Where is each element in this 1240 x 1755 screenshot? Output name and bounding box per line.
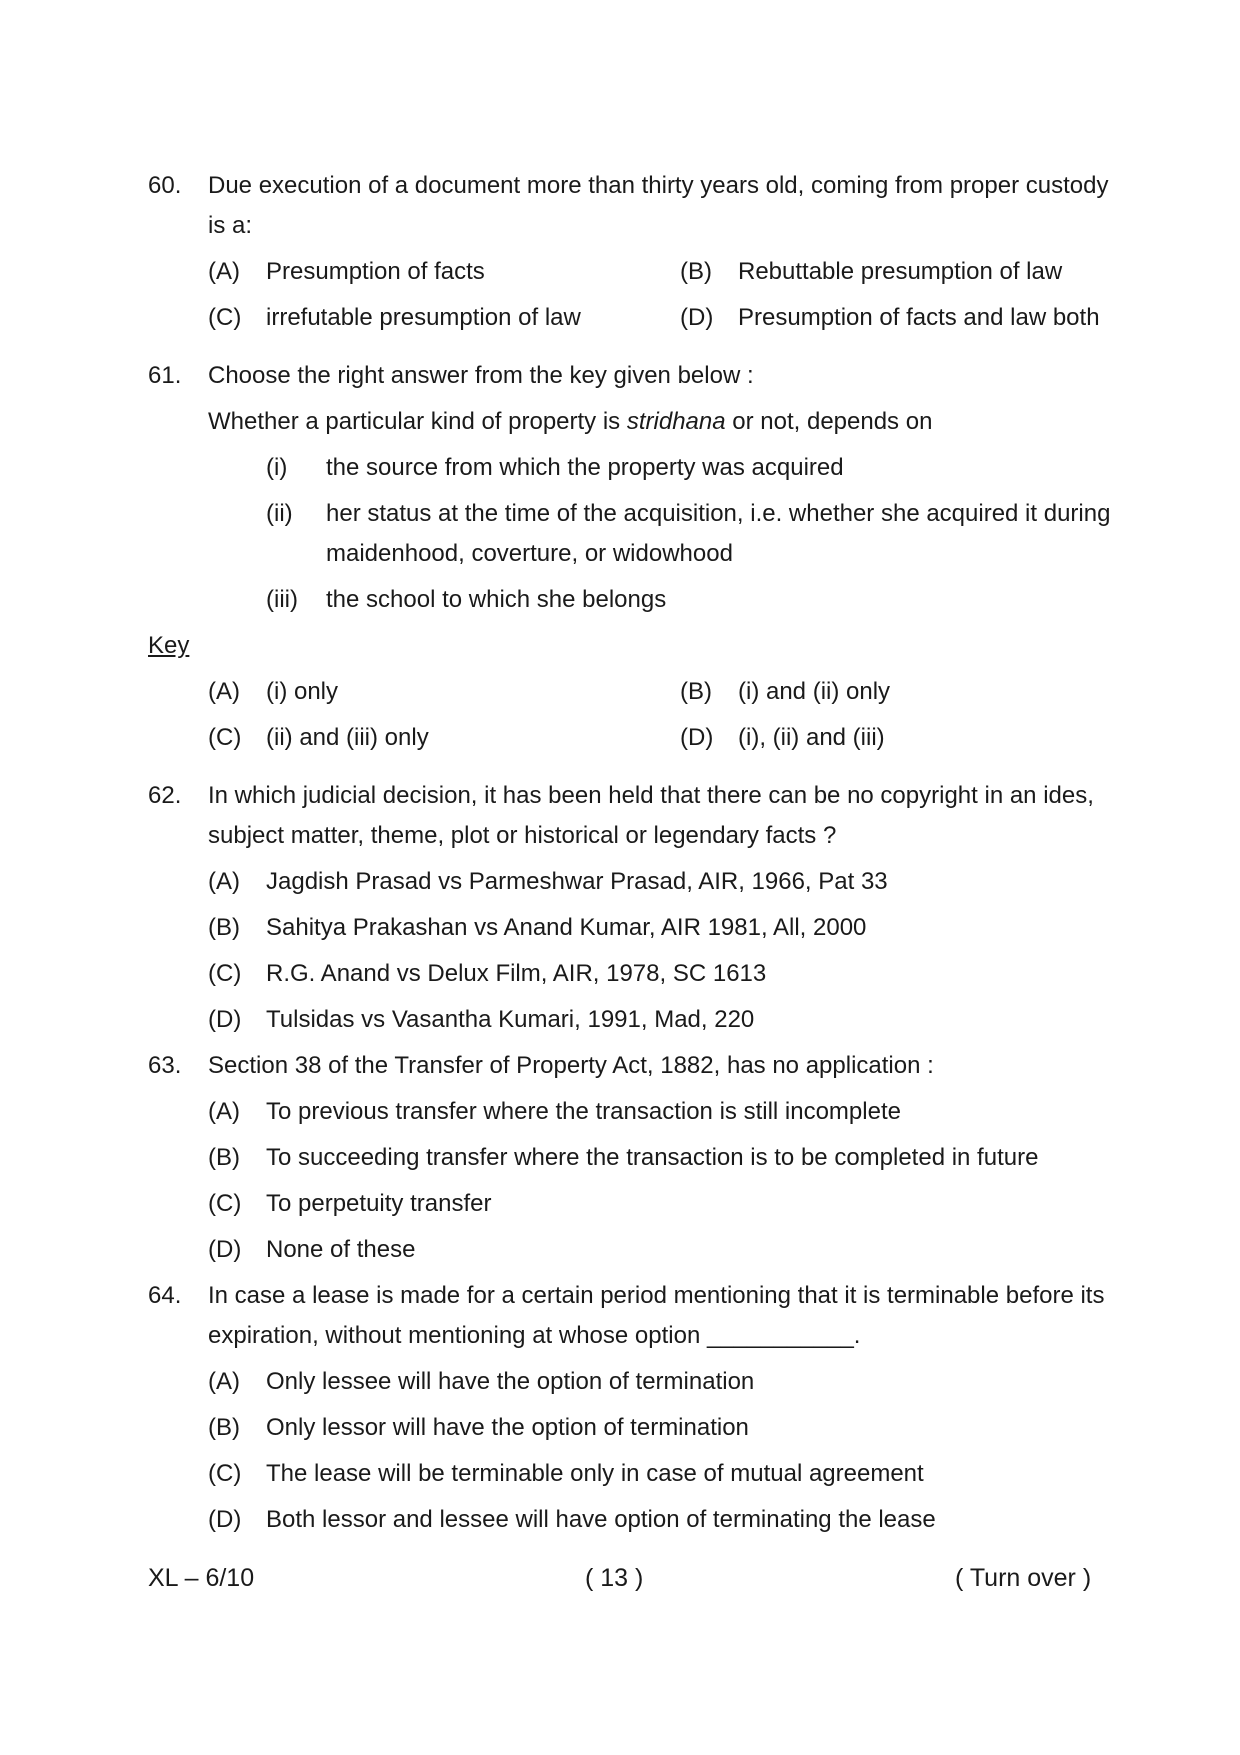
option-label: (B)	[208, 1414, 240, 1441]
option-label: (D)	[208, 1506, 242, 1533]
option-text: The lease will be terminable only in case of mutual agreement	[266, 1460, 924, 1487]
option-label: (B)	[680, 678, 712, 705]
option-text: None of these	[266, 1236, 416, 1263]
question-number: 64.	[148, 1282, 182, 1309]
option-label: (D)	[208, 1006, 242, 1033]
text-segment: or not, depends on	[725, 408, 933, 435]
question-number: 61.	[148, 362, 182, 389]
item-text: maidenhood, coverture, or widowhood	[326, 540, 733, 567]
option-text: Both lessor and lessee will have option of terminating the lease	[266, 1506, 936, 1533]
item-label: (ii)	[266, 500, 293, 527]
option-text: Presumption of facts and law both	[738, 304, 1100, 331]
option-text: R.G. Anand vs Delux Film, AIR, 1978, SC 1613	[266, 960, 767, 987]
option-label: (B)	[208, 914, 240, 941]
question-text: subject matter, theme, plot or historical or legendary facts ?	[208, 822, 837, 849]
option-text: (i), (ii) and (iii)	[738, 724, 885, 751]
option-label: (A)	[208, 678, 240, 705]
turn-over-note: ( Turn over )	[955, 1564, 1092, 1592]
option-label: (B)	[680, 258, 712, 285]
option-text: (i) and (ii) only	[738, 678, 891, 705]
item-text: her status at the time of the acquisition, i.e. whether she acquired it during	[326, 500, 1111, 527]
question-number: 60.	[148, 172, 182, 199]
option-text: Rebuttable presumption of law	[738, 258, 1063, 285]
option-label: (D)	[680, 304, 714, 331]
question-text: is a:	[208, 212, 253, 239]
key-heading: Key	[148, 632, 190, 659]
option-label: (D)	[680, 724, 714, 751]
option-text: (i) only	[266, 678, 339, 705]
option-text: Sahitya Prakashan vs Anand Kumar, AIR 1981, All, 2000	[266, 914, 867, 941]
question-number: 63.	[148, 1052, 182, 1079]
option-text: (ii) and (iii) only	[266, 724, 429, 751]
option-label: (C)	[208, 724, 242, 751]
option-label: (C)	[208, 1190, 242, 1217]
option-text: Only lessee will have the option of termination	[266, 1368, 755, 1395]
option-label: (A)	[208, 1098, 240, 1125]
item-text: the school to which she belongs	[326, 586, 667, 613]
paper-code: XL – 6/10	[148, 1564, 255, 1592]
question-text: expiration, without mentioning at whose option ___________.	[208, 1322, 861, 1349]
option-label: (B)	[208, 1144, 240, 1171]
question-text: Choose the right answer from the key given below :	[208, 362, 754, 389]
option-label: (D)	[208, 1236, 242, 1263]
option-label: (C)	[208, 960, 242, 987]
page-number: ( 13 )	[585, 1564, 644, 1592]
question-text: In case a lease is made for a certain period mentioning that it is terminable before its	[208, 1282, 1105, 1309]
option-text: Tulsidas vs Vasantha Kumari, 1991, Mad, 220	[266, 1006, 755, 1033]
option-text: To succeeding transfer where the transaction is to be completed in future	[266, 1144, 1039, 1171]
option-label: (C)	[208, 304, 242, 331]
option-label: (C)	[208, 1460, 242, 1487]
question-number: 62.	[148, 782, 182, 809]
option-text: Jagdish Prasad vs Parmeshwar Prasad, AIR, 1966, Pat 33	[266, 868, 888, 895]
question-text	[208, 406, 932, 438]
emphasis-term: stridhana	[626, 408, 726, 435]
option-label: (A)	[208, 1368, 240, 1395]
option-text: Only lessor will have the option of termination	[266, 1414, 749, 1441]
option-text: To perpetuity transfer	[266, 1190, 492, 1217]
item-label: (iii)	[266, 586, 298, 613]
option-text: irrefutable presumption of law	[266, 304, 581, 331]
item-label: (i)	[266, 454, 288, 481]
option-text: Presumption of facts	[266, 258, 485, 285]
option-label: (A)	[208, 868, 240, 895]
option-label: (A)	[208, 258, 240, 285]
text-segment: Whether a particular kind of property is	[208, 408, 627, 435]
question-text: Due execution of a document more than thirty years old, coming from proper custody	[208, 172, 1109, 199]
question-text: Section 38 of the Transfer of Property Act, 1882, has no application :	[208, 1052, 934, 1079]
item-text: the source from which the property was acquired	[326, 454, 844, 481]
question-text: In which judicial decision, it has been held that there can be no copyright in an ides,	[208, 782, 1094, 809]
option-text: To previous transfer where the transaction is still incomplete	[266, 1098, 901, 1125]
